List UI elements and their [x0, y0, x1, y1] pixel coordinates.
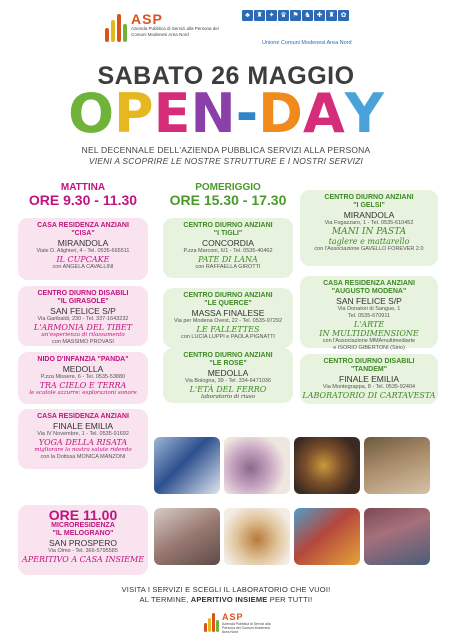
card-city: SAN FELICE S/P: [336, 296, 402, 306]
card-address: Via Donatori di Sangue, 1: [337, 306, 401, 312]
photo-group-activity: [364, 437, 430, 494]
card-host: con ANGELA CAVALLINI: [52, 264, 114, 270]
asp-figure-icon: [105, 12, 127, 42]
card-host: con MASSIMO PROVASI: [52, 338, 114, 345]
photo-craft-objects: [224, 437, 290, 494]
morning-card-girasole: [18, 286, 148, 346]
card-activity: TRA CIELO E TERRA: [39, 381, 127, 390]
card-name: "TANDEM": [350, 366, 388, 373]
card-address: Via Montegrappa, 8 - Tel. 0535-92404: [322, 384, 416, 390]
card-type: CENTRO DIURNO DISABILI: [323, 358, 415, 365]
title-letter: A: [302, 82, 345, 145]
card-type: CENTRO DIURNO ANZIANI: [183, 352, 273, 359]
card-address: Via Bologna, 39 - Tel. 334-6471036: [184, 378, 272, 384]
card-name: "IL MELOGRANO": [52, 530, 114, 537]
card-type: NIDO D'INFANZIA "PANDA": [37, 356, 129, 363]
card-name: "I GELSI": [353, 202, 385, 209]
morning-time: ORE 9.30 - 11.30: [28, 192, 138, 208]
asp-logo: [105, 12, 226, 42]
card-name: "LE ROSE": [209, 360, 247, 367]
morning-card-cisa: [18, 218, 148, 280]
card-city: MASSA FINALESE: [191, 308, 265, 318]
card-activity-subtitle: migliorare la nostra salute ridendo: [34, 447, 132, 453]
card-city: FINALE EMILIA: [339, 374, 399, 384]
afternoon-card-tigli: [163, 218, 293, 278]
card-name: "CISA": [71, 230, 95, 237]
card-activity: L'ARTE: [353, 320, 385, 329]
card-name: "IL GIRASOLE": [57, 298, 109, 305]
card-type: CENTRO DIURNO DISABILI: [37, 290, 129, 297]
card-address: Via per Modena Ovest, 22 - Tel. 0535-97292: [173, 318, 283, 324]
card-address: P.zza Missere, 6 - Tel. 0535-53880: [40, 374, 126, 380]
card-phone: Tel. 0535-670911: [347, 313, 391, 319]
afternoon-card-rose: [163, 348, 293, 403]
card-type: CENTRO DIURNO ANZIANI: [324, 194, 414, 201]
card-name: "I TIGLI": [213, 230, 243, 237]
header: [0, 0, 452, 62]
card-type: CASA RESIDENZA ANZIANI: [37, 413, 129, 420]
footer-line1: VISITA I SERVIZI E SCEGLI IL LABORATORIO CHE VUOI!: [121, 585, 331, 594]
card-activity: YOGA DELLA RISATA: [38, 438, 128, 447]
footer-asp-figure-icon: [204, 612, 218, 632]
card-type: CENTRO DIURNO ANZIANI: [183, 222, 273, 229]
morning-header: [20, 181, 146, 207]
card-activity: L'ETÀ DEL FERRO: [189, 385, 267, 394]
card-city: MEDOLLA: [62, 364, 104, 374]
footer-line2-start: AL TERMINE,: [139, 595, 191, 604]
asp-logo-title: ASP: [131, 11, 163, 27]
card-address: Viale D. Alighieri, 4 - Tel. 0535-665511: [36, 248, 130, 254]
afternoon-time: ORE 15.30 - 17.30: [169, 192, 287, 208]
card-type: CASA RESIDENZA ANZIANI: [323, 280, 415, 287]
card-address: Via Olmo - Tel. 366-5795585: [48, 548, 118, 554]
card-address: Via Garibaldi, 230 - Tel. 337-1643232: [37, 316, 129, 322]
right-card-gelsi: [300, 190, 438, 266]
event-date: SABATO 26 MAGGIO: [97, 62, 355, 90]
footer-asp-logo: [204, 612, 277, 634]
card-host: con l'Associazione GAVELLO FOREVER 2.0: [314, 246, 424, 252]
card-host-line2: e ISORIO GIBERTONI (Sirio): [333, 345, 405, 351]
footer-asp-subtitle: Azienda Pubblica di Servizi alla Persona dei Comuni Modenesi Area Nord: [222, 622, 271, 634]
card-name: "LE QUERCE": [204, 300, 252, 307]
afternoon-header: [163, 181, 293, 207]
card-address: Via IV Novembre, 1 - Tel. 0535-91692: [37, 431, 129, 437]
morning-card-panda: [18, 352, 148, 404]
card-host: con la Dottssa MONICA MANZONI: [40, 453, 126, 460]
card-host: con LUCIA LUPPI e PAOLA PIGNATTI: [181, 334, 275, 340]
card-city: MIRANDOLA: [57, 238, 109, 248]
card-city: MEDOLLA: [207, 368, 249, 378]
card-address: Via Fogazzaro, 1 - Tel. 0535-610452: [324, 220, 414, 226]
card-activity-subtitle: un'esperienza di rilassamento: [41, 332, 125, 338]
card-activity: L'ARMONIA DEL TIBET: [33, 323, 133, 332]
card-activity-subtitle: taglere e mattarello: [328, 237, 410, 246]
card-host: con l'Associazione MMAmultimediarte: [322, 338, 416, 344]
card-type: MICRORESIDENZA: [51, 522, 115, 529]
morning-card-finale: [18, 409, 148, 469]
card-city: SAN FELICE S/P: [50, 306, 116, 316]
title-letter: N: [190, 82, 236, 145]
card-activity: IL CUPCAKE: [56, 255, 110, 264]
title-letter: Y: [344, 82, 384, 145]
card-activity-line2: IN MULTIDIMENSIONE: [319, 329, 419, 338]
footer-line2-end: PER TUTTI!: [267, 595, 313, 604]
card-name: "AUGUSTO MODENA": [331, 288, 407, 295]
title-letter: D: [258, 82, 303, 145]
card-city: FINALE EMILIA: [53, 421, 113, 431]
afternoon-card-querce: [163, 288, 293, 348]
card-type: CENTRO DIURNO ANZIANI: [183, 292, 273, 299]
title-letter: P: [114, 82, 154, 145]
card-activity: PATE DI LANA: [198, 255, 258, 264]
card-address: P.zza Marconi, 6/1 - Tel. 0535-40462: [183, 248, 273, 254]
subtitle: [0, 145, 452, 167]
card-city: SAN PROSPERO: [48, 538, 118, 548]
asp-logo-subtitle: Azienda Pubblica di Servizi alla Persona dei Comuni Modenesi Area Nord: [131, 26, 219, 37]
footer-aperitivo: APERITIVO INSIEME: [190, 595, 268, 604]
card-city: MIRANDOLA: [343, 210, 395, 220]
footer-line2: [0, 595, 452, 605]
right-card-tandem: [300, 354, 438, 404]
union-town-icons: ♣ ♜ ✦ ♛ ⚑ ♞ ✚ ♜ ✿: [242, 10, 352, 21]
card-activity: APERITIVO A CASA INSIEME: [21, 555, 145, 564]
card-activity-subtitle: laboratorio di riuso: [201, 394, 255, 400]
photo-handmade-dolls: [294, 508, 360, 565]
afternoon-label: POMERIGGIO: [195, 182, 261, 193]
subtitle-line1: NEL DECENNALE DELL'AZIENDA PUBBLICA SERVIZI ALLA PERSONA: [81, 145, 371, 155]
photo-crafts-table: [224, 508, 290, 565]
photo-singing-bowls: [294, 437, 360, 494]
photo-row-bottom: [154, 508, 430, 565]
card-host: con RAFFAELLA GIROTTI: [195, 264, 261, 270]
open-day-title: [0, 84, 452, 144]
photo-dough-workshop: [154, 508, 220, 565]
photo-people-gathering: [364, 508, 430, 565]
title-letter: O: [68, 82, 115, 145]
title-letter: -: [235, 82, 259, 145]
photo-painting-workshop: [154, 437, 220, 494]
card-city: CONCORDIA: [202, 238, 254, 248]
card-type: CASA RESIDENZA ANZIANI: [37, 222, 129, 229]
special-card-melograno: [18, 505, 148, 575]
card-activity: LABORATORIO DI CARTAVESTA: [302, 391, 436, 400]
card-activity-subtitle: le scatole azzurre: esplorazioni sonore: [29, 390, 137, 396]
card-activity: LE FALLETTES: [196, 325, 260, 334]
footer-asp-title: ASP: [222, 612, 244, 622]
morning-label: MATTINA: [60, 182, 106, 193]
photo-row-top: [154, 437, 430, 494]
subtitle-line2: VIENI A SCOPRIRE LE NOSTRE STRUTTURE E I NOSTRI SERVIZI: [88, 156, 364, 166]
card-activity: MANI IN PASTA: [331, 227, 407, 237]
union-logo-text: Unione Comuni Modenesi Area Nord: [262, 40, 352, 46]
title-letter: E: [153, 82, 191, 145]
special-time: ORE 11.00: [48, 507, 118, 523]
right-card-augusto-modena: [300, 276, 438, 351]
footer-text: [0, 585, 452, 605]
union-logo: [242, 10, 352, 46]
